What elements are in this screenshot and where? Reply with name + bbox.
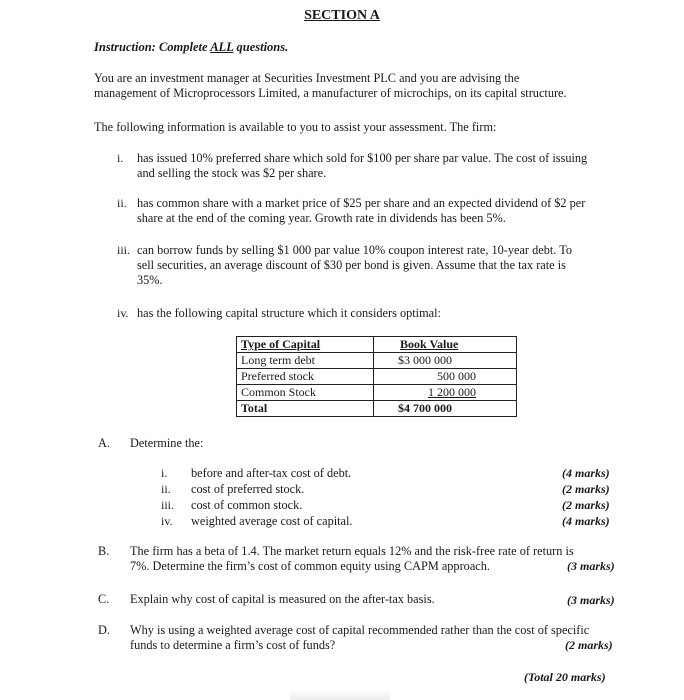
question-a-sub-marks: (2 marks) xyxy=(562,498,610,512)
table-header-row xyxy=(237,337,517,353)
question-a-sub-text: cost of common stock. xyxy=(191,498,303,512)
item-iv-line-1: has the following capital structure which it considers optimal: xyxy=(137,306,441,320)
instruction-all: ALL xyxy=(210,40,234,54)
item-iii-line-2: sell securities, an average discount of $30 per bond is given. Assume that the tax rate is xyxy=(137,258,566,272)
item-i-number: i. xyxy=(117,151,124,165)
item-iii-number: iii. xyxy=(117,243,131,257)
item-i-line-2: and selling the stock was $2 per share. xyxy=(137,166,327,180)
question-c-letter: C. xyxy=(98,592,110,606)
page-edge-shadow xyxy=(290,690,390,700)
question-a-text: Determine the: xyxy=(130,436,204,450)
question-d-marks: (2 marks) xyxy=(565,638,613,652)
table-row xyxy=(237,385,517,401)
item-ii-line-2: share at the end of the coming year. Growth rate in dividends has been 5%. xyxy=(137,211,506,225)
question-a-sub-text: before and after-tax cost of debt. xyxy=(191,466,352,480)
question-b-line-1: The firm has a beta of 1.4. The market return equals 12% and the risk-free rate of return is xyxy=(130,544,574,558)
table-total-value: $4 700 000 xyxy=(374,401,517,417)
question-a-sub-number: iii. xyxy=(161,498,175,512)
question-b-marks: (3 marks) xyxy=(567,559,615,573)
table-cell-value: 500 000 xyxy=(374,369,517,385)
item-iii-line-3: 35%. xyxy=(137,273,163,287)
instruction xyxy=(94,40,288,55)
question-c-marks: (3 marks) xyxy=(567,593,615,607)
question-a-sub-number: iv. xyxy=(161,514,173,528)
question-b-letter: B. xyxy=(98,544,110,558)
question-a-sub-marks: (2 marks) xyxy=(562,482,610,496)
table-header-type: Type of Capital xyxy=(237,337,374,353)
intro-line-1: You are an investment manager at Securities Investment PLC and you are advising the xyxy=(94,71,520,85)
item-i-line-1: has issued 10% preferred share which sold for $100 per share par value. The cost of issuing xyxy=(137,151,588,165)
question-a-sub-number: ii. xyxy=(161,482,171,496)
question-d-letter: D. xyxy=(98,623,110,637)
question-a-sub-text: weighted average cost of capital. xyxy=(191,514,353,528)
question-c-text: Explain why cost of capital is measured on the after-tax basis. xyxy=(130,592,435,606)
question-a-letter: A. xyxy=(98,436,110,450)
intro-line-2: management of Microprocessors Limited, a manufacturer of microchips, on its capital structure. xyxy=(94,86,567,100)
item-iv-number: iv. xyxy=(117,306,129,320)
question-a-sub-marks: (4 marks) xyxy=(562,466,610,480)
table-total-row xyxy=(237,401,517,417)
item-ii-line-1: has common share with a market price of $25 per share and an expected dividend of $2 per xyxy=(137,196,586,210)
table-cell-type: Preferred stock xyxy=(237,369,374,385)
table-cell-value: $3 000 000 xyxy=(374,353,517,369)
table-total-label: Total xyxy=(237,401,374,417)
question-a-sub-text: cost of preferred stock. xyxy=(191,482,305,496)
question-a-sub-number: i. xyxy=(161,466,168,480)
total-marks: (Total 20 marks) xyxy=(524,670,606,684)
instruction-prefix: Instruction: Complete xyxy=(94,40,211,54)
info-line: The following information is available to you to assist your assessment. The firm: xyxy=(94,120,497,134)
table-row xyxy=(237,369,517,385)
question-a-sub-marks: (4 marks) xyxy=(562,514,610,528)
table-row xyxy=(237,353,517,369)
section-title: SECTION A xyxy=(304,8,380,23)
item-ii-number: ii. xyxy=(117,196,127,210)
question-b-line-2: 7%. Determine the firm’s cost of common equity using CAPM approach. xyxy=(130,559,490,573)
instruction-suffix: questions. xyxy=(233,40,289,54)
capital-structure-table xyxy=(236,336,517,417)
table-cell-type: Common Stock xyxy=(237,385,374,401)
item-iii-line-1: can borrow funds by selling $1 000 par value 10% coupon interest rate, 10-year debt. To xyxy=(137,243,572,257)
question-d-line-2: funds to determine a firm’s cost of funds? xyxy=(130,638,336,652)
table-header-value: Book Value xyxy=(374,337,517,353)
question-d-line-1: Why is using a weighted average cost of capital recommended rather than the cost of specific xyxy=(130,623,590,637)
table-cell-type: Long term debt xyxy=(237,353,374,369)
table-cell-value: 1 200 000 xyxy=(374,385,517,401)
